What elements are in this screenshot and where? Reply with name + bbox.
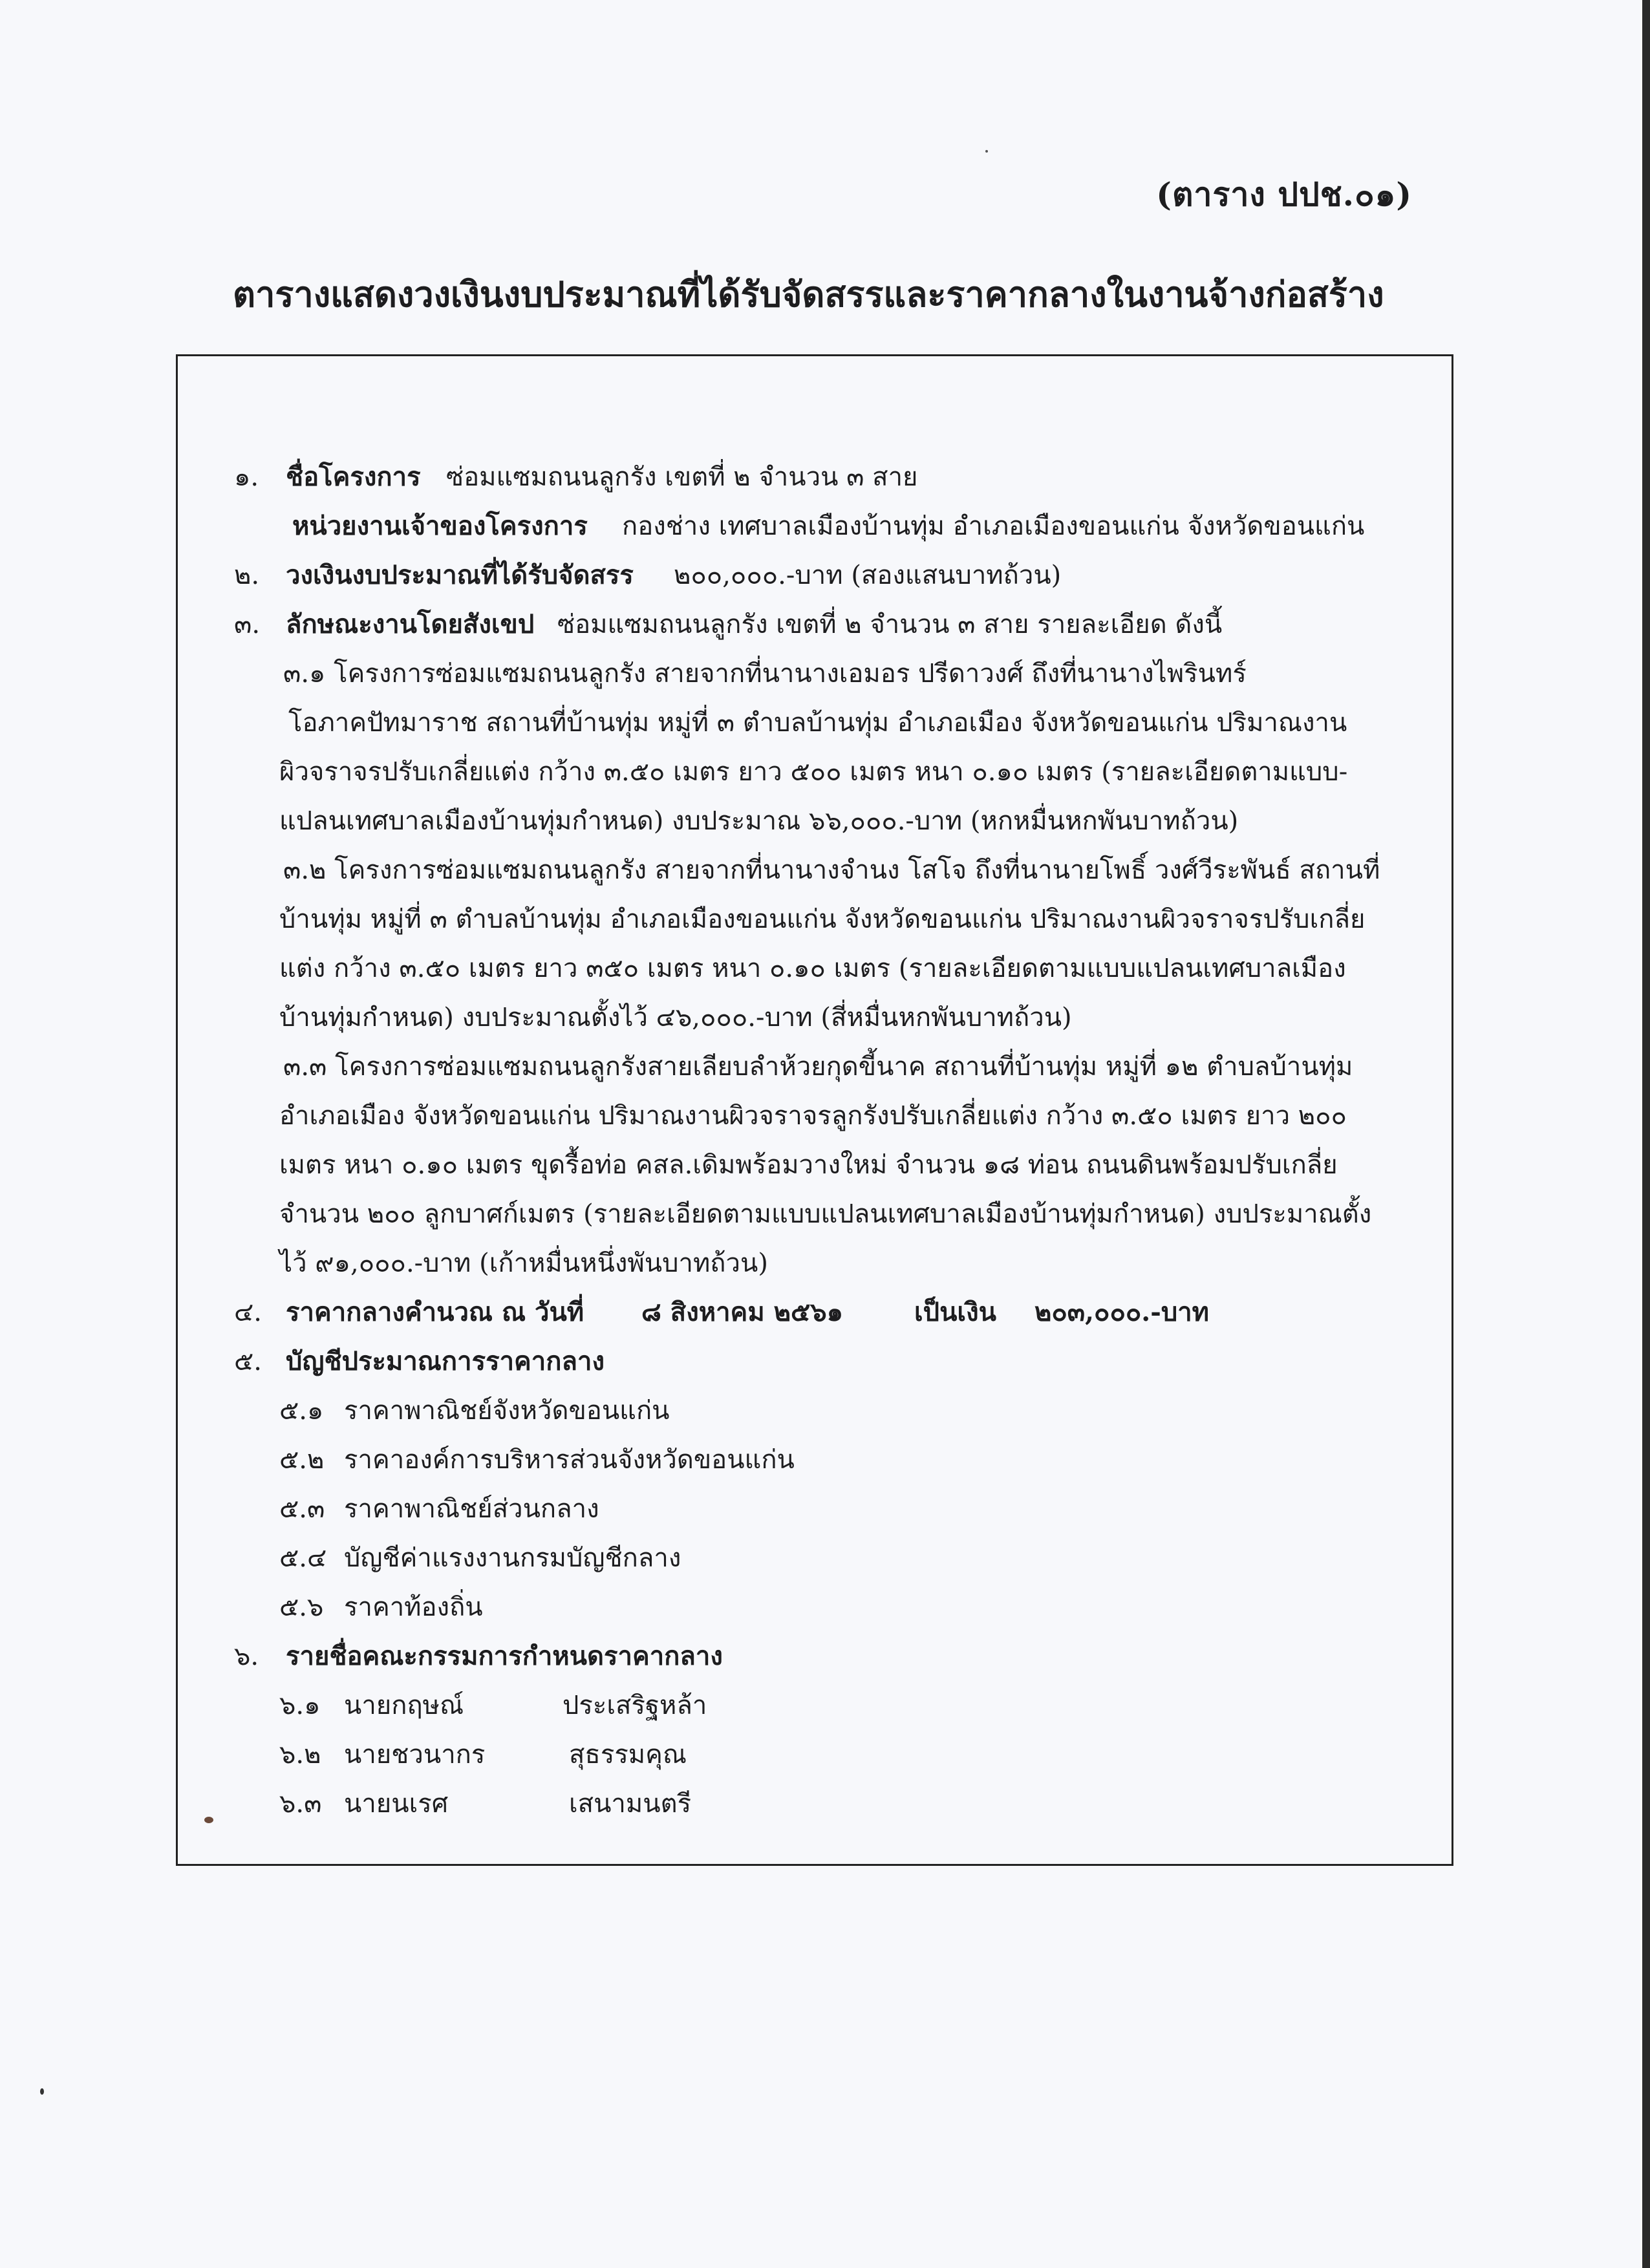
item3-line: เมตร หนา ๐.๑๐ เมตร ขุดรื้อท่อ คสล.เดิมพร้อมวางใหม่ จำนวน ๑๘ ท่อน ถนนดินพร้อมปรับเกลี่ย	[279, 1150, 1338, 1180]
member-first-name: นายชวนากร	[344, 1740, 486, 1770]
item4-number: ๔.	[234, 1298, 262, 1327]
member-first-name: นายกฤษณ์	[344, 1691, 464, 1720]
item6-number: ๖.	[234, 1642, 259, 1671]
item3-label: ลักษณะงานโดยสังเขป	[286, 609, 535, 639]
item3-line: ผิวจราจรปรับเกลี่ยแต่ง กว้าง ๓.๕๐ เมตร ยาว ๕๐๐ เมตร หนา ๐.๑๐ เมตร (รายละเอียดตามแบบ-	[279, 757, 1348, 787]
item4-amount-label: เป็นเงิน	[914, 1297, 996, 1327]
item4-date: ๘ สิงหาคม ๒๕๖๑	[641, 1297, 844, 1327]
document-title: ตารางแสดงวงเงินงบประมาณที่ได้รับจัดสรรและราคากลางในงานจ้างก่อสร้าง	[233, 273, 1384, 315]
item3-line: ๓.๒ โครงการซ่อมแซมถนนลูกรัง สายจากที่นานางจำนง โสโจ ถึงที่นานายโพธิ์ วงศ์วีระพันธ์ สถานที่	[283, 855, 1380, 885]
item5-sub-number: ๕.๑	[279, 1396, 324, 1426]
item5-sub-number: ๕.๖	[279, 1592, 324, 1622]
scan-edge	[1642, 0, 1650, 2268]
item1-owner-value: กองช่าง เทศบาลเมืองบ้านทุ่ม อำเภอเมืองขอนแก่น จังหวัดขอนแก่น	[622, 511, 1365, 541]
item5-sub-number: ๕.๒	[279, 1445, 325, 1475]
item3-line: โอภาคปัทมาราช สถานที่บ้านทุ่ม หมู่ที่ ๓ ตำบลบ้านทุ่ม อำเภอเมือง จังหวัดขอนแก่น ปริมาณงาน	[288, 708, 1347, 738]
form-code: (ตาราง ปปช.๐๑)	[1156, 175, 1412, 213]
member-first-name: นายนเรศ	[344, 1789, 449, 1819]
item3-line: ไว้ ๙๑,๐๐๐.-บาท (เก้าหมื่นหนึ่งพันบาทถ้วน)	[279, 1248, 768, 1278]
item3-number: ๓.	[234, 610, 261, 639]
member-last-name: สุธรรมคุณ	[569, 1740, 687, 1770]
item5-sub-text: ราคาองค์การบริหารส่วนจังหวัดขอนแก่น	[344, 1445, 795, 1475]
item3-line: จำนวน ๒๐๐ ลูกบาศก์เมตร (รายละเอียดตามแบบแปลนเทศบาลเมืองบ้านทุ่มกำหนด) งบประมาณตั้ง	[279, 1199, 1372, 1229]
item3-line: ๓.๑ โครงการซ่อมแซมถนนลูกรัง สายจากที่นานางเอมอร ปรีดาวงศ์ ถึงที่นานางไพรินทร์	[283, 659, 1247, 689]
item3-line: แปลนเทศบาลเมืองบ้านทุ่มกำหนด) งบประมาณ ๖๖,๐๐๐.-บาท (หกหมื่นหกพันบาทถ้วน)	[279, 806, 1239, 836]
item4-label: ราคากลางคำนวณ ณ วันที่	[286, 1297, 584, 1327]
member-number: ๖.๑	[279, 1691, 321, 1720]
item3-line: ๓.๓ โครงการซ่อมแซมถนนลูกรังสายเลียบลำห้วยกุดขี้นาค สถานที่บ้านทุ่ม หมู่ที่ ๑๒ ตำบลบ้านทุ่ม	[283, 1052, 1353, 1082]
item3-line: บ้านทุ่มกำหนด) งบประมาณตั้งไว้ ๔๖,๐๐๐.-บาท (สี่หมื่นหกพันบาทถ้วน)	[279, 1003, 1072, 1032]
item5-sub-text: ราคาพาณิชย์จังหวัดขอนแก่น	[344, 1396, 670, 1426]
item3-value: ซ่อมแซมถนนลูกรัง เขตที่ ๒ จำนวน ๓ สาย รายละเอียด ดังนี้	[557, 610, 1223, 639]
item1-owner-label: หน่วยงานเจ้าของโครงการ	[292, 511, 588, 541]
item3-line: อำเภอเมือง จังหวัดขอนแก่น ปริมาณงานผิวจราจรลูกรังปรับเกลี่ยแต่ง กว้าง ๓.๕๐ เมตร ยาว ๒๐๐	[279, 1101, 1347, 1131]
item2-label: วงเงินงบประมาณที่ได้รับจัดสรร	[286, 560, 634, 590]
item1-label: ชื่อโครงการ	[286, 462, 421, 492]
scan-speck	[985, 150, 988, 153]
scan-speck	[40, 2088, 44, 2095]
member-number: ๖.๒	[279, 1740, 321, 1770]
item1-number: ๑.	[234, 462, 259, 492]
item5-sub-text: ราคาท้องถิ่น	[344, 1592, 483, 1622]
item3-line: แต่ง กว้าง ๓.๕๐ เมตร ยาว ๓๕๐ เมตร หนา ๐.๑๐ เมตร (รายละเอียดตามแบบแปลนเทศบาลเมือง	[279, 954, 1346, 983]
item5-sub-text: ราคาพาณิชย์ส่วนกลาง	[344, 1494, 599, 1524]
item6-label: รายชื่อคณะกรรมการกำหนดราคากลาง	[286, 1641, 723, 1671]
scan-speck	[204, 1817, 213, 1823]
item4-amount: ๒๐๓,๐๐๐.-บาท	[1034, 1297, 1210, 1327]
item5-sub-text: บัญชีค่าแรงงานกรมบัญชีกลาง	[344, 1543, 681, 1573]
item5-sub-number: ๕.๔	[279, 1543, 327, 1573]
item1-value: ซ่อมแซมถนนลูกรัง เขตที่ ๒ จำนวน ๓ สาย	[446, 462, 918, 492]
member-last-name: เสนามนตรี	[569, 1789, 692, 1819]
item2-value: ๒๐๐,๐๐๐.-บาท (สองแสนบาทถ้วน)	[674, 561, 1062, 590]
member-number: ๖.๓	[279, 1789, 322, 1819]
item5-number: ๕.	[234, 1347, 262, 1376]
member-last-name: ประเสริฐหล้า	[562, 1691, 707, 1720]
item2-number: ๒.	[234, 561, 260, 590]
item5-label: บัญชีประมาณการราคากลาง	[286, 1346, 605, 1376]
item5-sub-number: ๕.๓	[279, 1494, 325, 1524]
item3-line: บ้านทุ่ม หมู่ที่ ๓ ตำบลบ้านทุ่ม อำเภอเมืองขอนแก่น จังหวัดขอนแก่น ปริมาณงานผิวจราจรปรับเกลี่ย	[279, 904, 1366, 934]
